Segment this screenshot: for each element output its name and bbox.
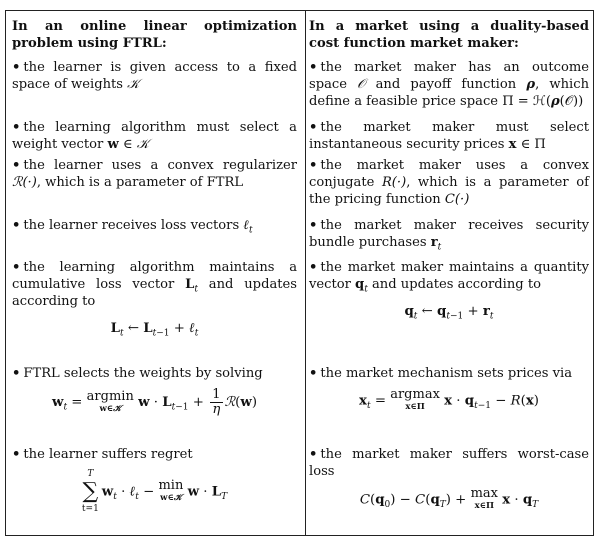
row-6-right: • the market mechanism sets prices via $x_t$ = argmax x∈Π $x \cdot q_{t-1} - R(x)$	[309, 365, 589, 414]
right-column-header: In a market using a duality-based cost function market maker:	[309, 19, 589, 51]
row-1-right: • the market maker has an outcome space 𝒪 and payoff function ρ, which define a feasible price space Π = ℋ(ρ(𝒪))	[309, 60, 589, 109]
column-divider	[305, 11, 306, 535]
row-5-left: • the learning algorithm maintains a cumulative loss vector $L_t$ and updates according to $L_t$ ← $L_{t-1}$ + ℓ$_t$	[12, 260, 297, 339]
left-column-header: In an online linear optimization problem using FTRL:	[12, 19, 297, 51]
ftrl-update-equation: $L_t$ ← $L_{t-1}$ + ℓ$_t$	[110, 321, 199, 339]
row-5-right: • the market maker maintains a quantity vector $q_t$ and updates according to $q_t$ ← $q_{t-1} + r_t$	[309, 260, 589, 322]
regret-equation: T ∑ t=1 $w_t$ · ℓ$_t$ − min w∈𝒦 $w \cdot L_T$	[81, 469, 228, 514]
market-update-equation: $q_t$ ← $q_{t-1} + r_t$	[404, 304, 494, 322]
row-7-right: • the market maker suffers worst-case loss $C(q_0) - C(q_T)$ + max x∈Π $x \cdot q_T$	[309, 447, 589, 511]
worst-case-loss-equation: $C(q_0) - C(q_T)$ + max x∈Π $x \cdot q_T$	[359, 486, 539, 511]
comparison-table	[5, 10, 594, 536]
row-7-left: • the learner suffers regret T ∑ t=1 $w_t$ · ℓ$_t$ − min w∈𝒦 $w \cdot L_T$	[12, 446, 297, 516]
row-2-left: • the learning algorithm must select a weight vector w ∈ 𝒦	[12, 120, 297, 152]
row-6-left: • FTRL selects the weights by solving $w_t$ = argmin w∈𝒦 $w \cdot L_{t-1}$ + $\frac{1}{\eta}$ ℛ(w)	[12, 365, 297, 417]
ftrl-selection-equation: $w_t$ = argmin w∈𝒦 $w \cdot L_{t-1}$ + $\frac{1}{\eta}$ ℛ(w)	[51, 387, 258, 417]
row-3-right: • the market maker uses a convex conjugate R(·), which is a parameter of the pricing function C(·)	[309, 158, 589, 207]
row-4-right: • the market maker receives security bundle purchases $r_t$	[309, 218, 589, 253]
row-1-left: • the learner is given access to a fixed space of weights 𝒦	[12, 60, 297, 92]
market-pricing-equation: $x_t$ = argmax x∈Π $x \cdot q_{t-1} - R(x)$	[359, 387, 539, 412]
row-4-left: • the learner receives loss vectors ℓ$_t$	[12, 218, 253, 236]
row-3-left: • the learner uses a convex regularizer ℛ(·), which is a parameter of FTRL	[12, 158, 297, 190]
row-2-right: • the market maker must select instantaneous security prices x ∈ Π	[309, 120, 589, 152]
